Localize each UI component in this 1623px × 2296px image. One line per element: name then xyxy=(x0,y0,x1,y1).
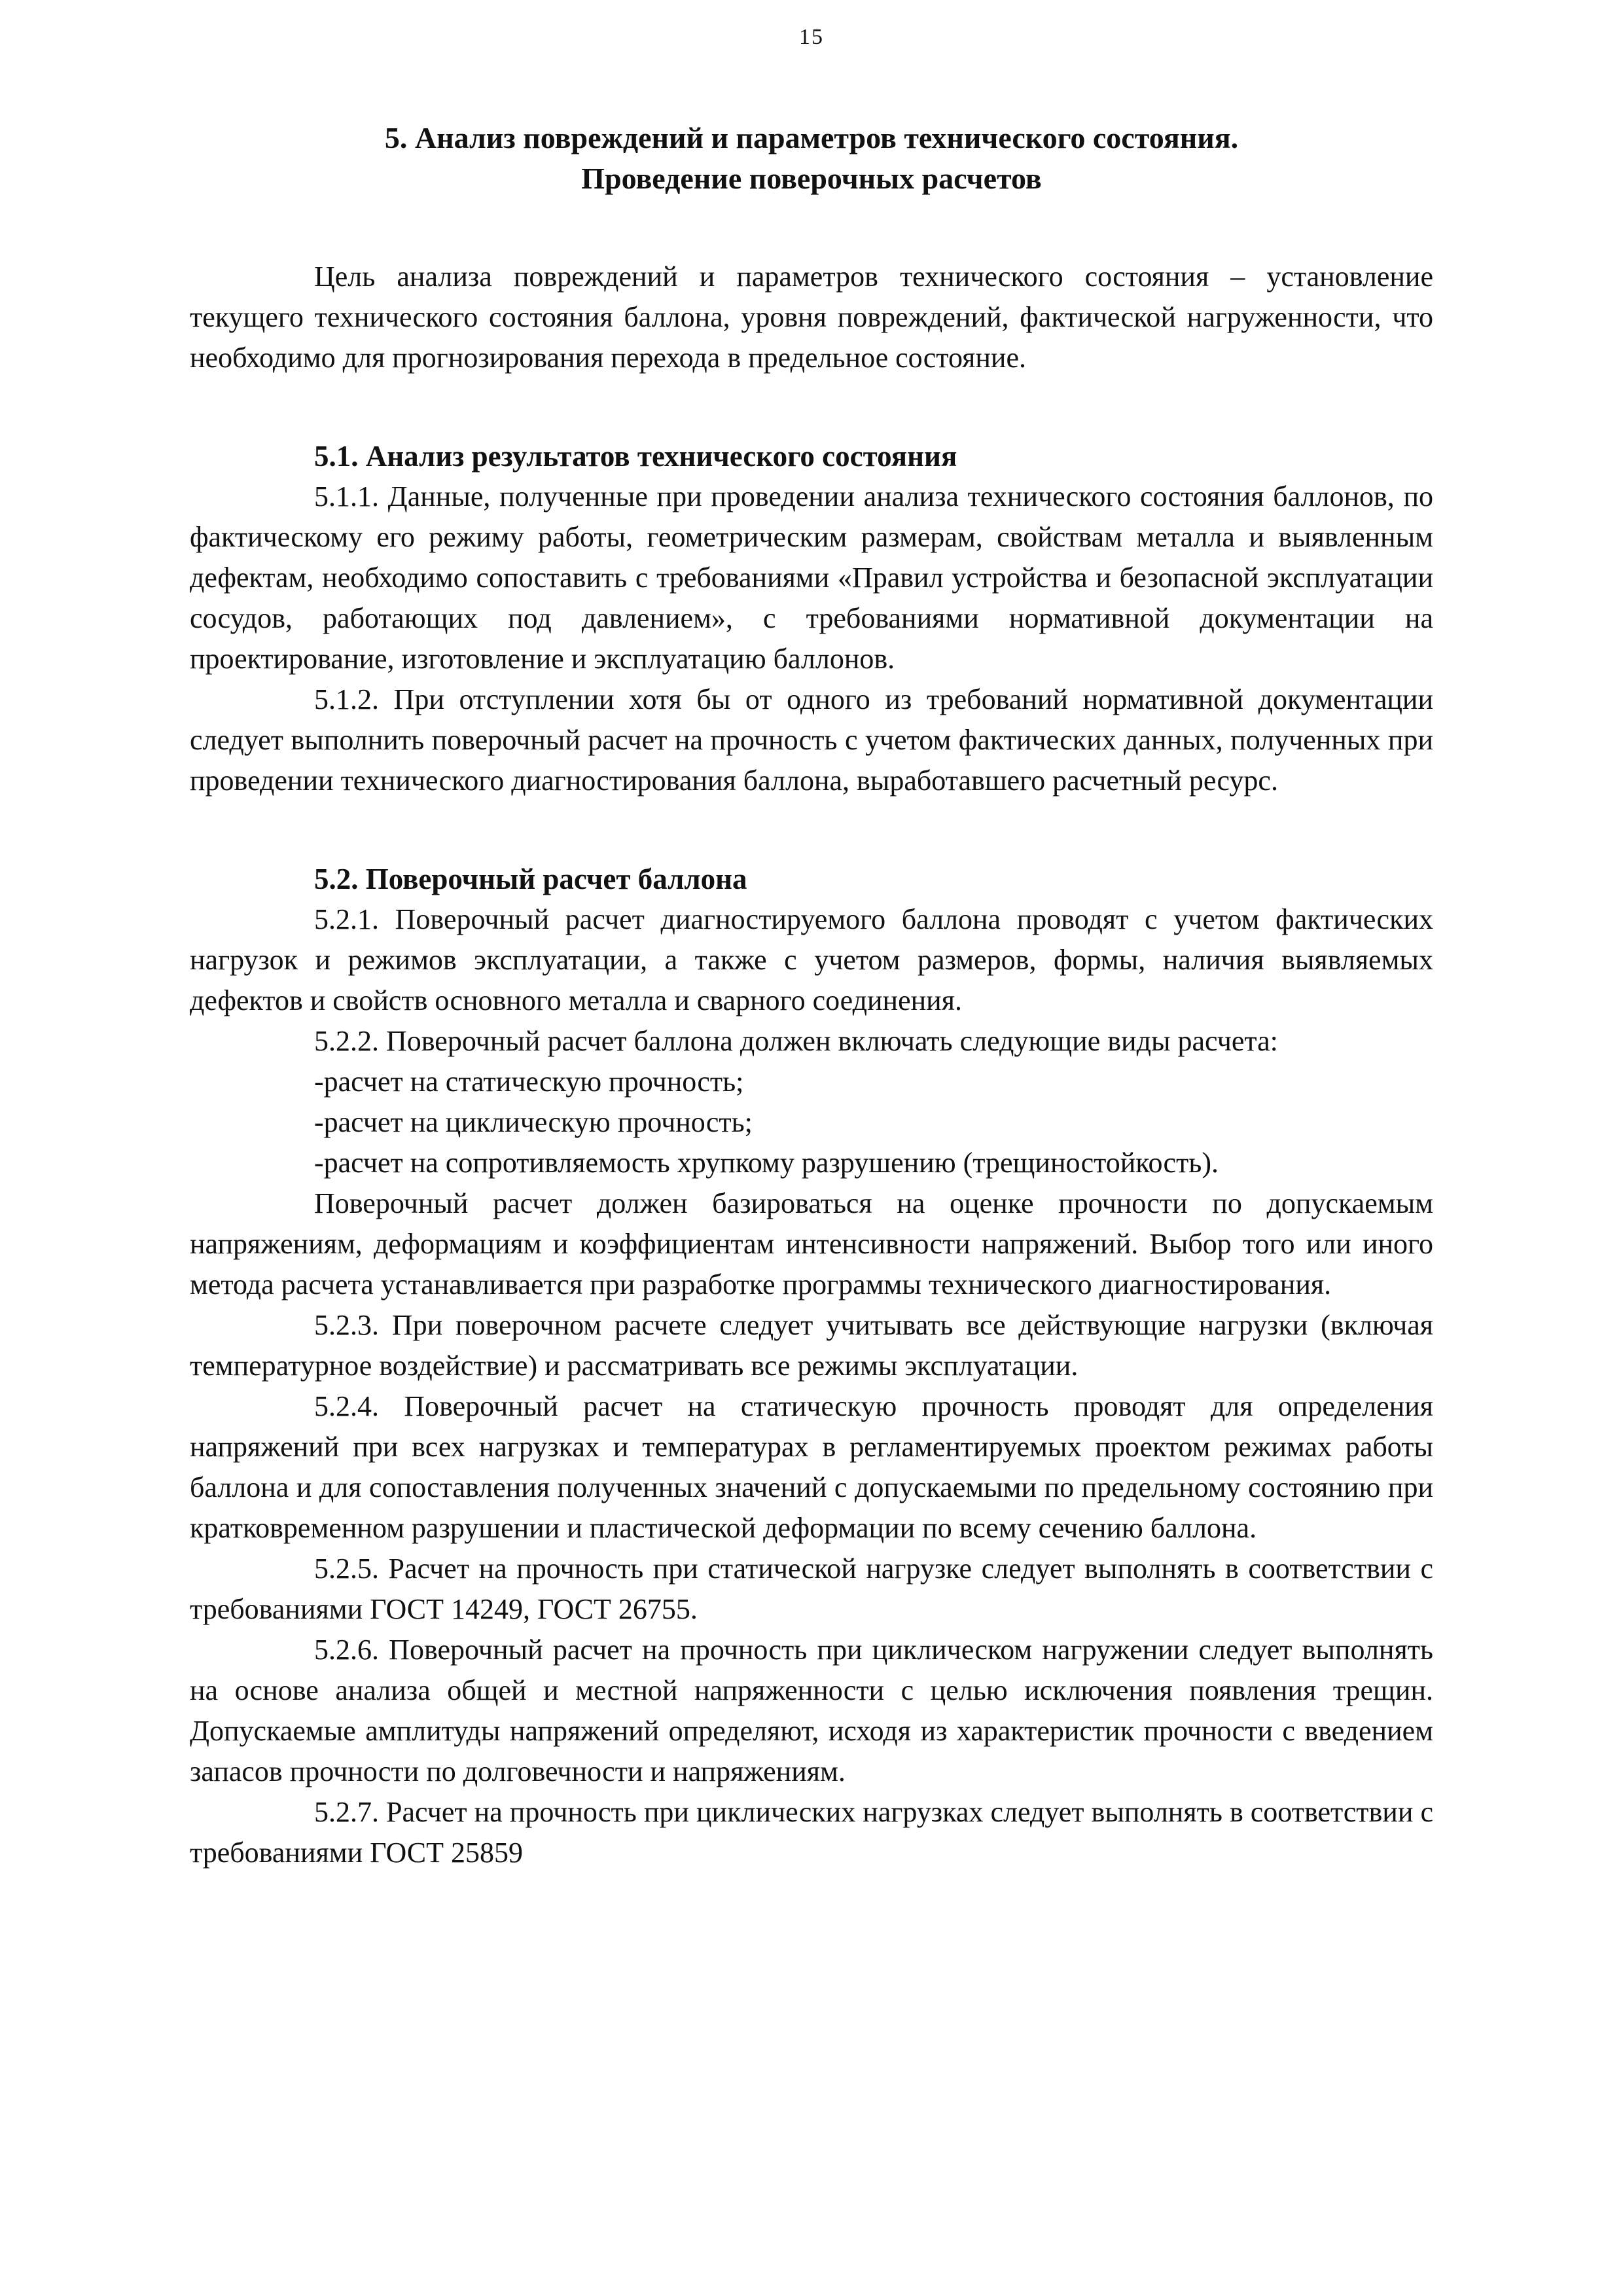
paragraph-5-2-6: 5.2.6. Поверочный расчет на прочность при циклическом нагружении следует выполнять на основе анализа общей и местной напряженности с целью исключения появления трещин. Допускаемые амплитуды напряжений определяют, исходя из характеристик прочности с введением запасов прочности по долговечности и напряжениям. xyxy=(190,1634,1433,1787)
subsection-5-1-title: 5.1. Анализ результатов технического состояния xyxy=(314,440,957,473)
paragraph-5-2-1: 5.2.1. Поверочный расчет диагностируемого баллона проводят с учетом фактических нагрузок и режимов эксплуатации, а также с учетом размеров, формы, наличия выявляемых дефектов и свойств основного металла и сварного соединения. xyxy=(190,903,1433,1016)
document-body xyxy=(190,118,1433,1873)
paragraph-5-1-2: 5.1.2. При отступлении хотя бы от одного из требований нормативной документации следует выполнить поверочный расчет на прочность с учетом фактических данных, полученных при проведении технического диагностирования баллона, выработавшего расчетный ресурс. xyxy=(190,683,1433,797)
page-number: 15 xyxy=(799,25,824,49)
section-heading-line-2: Проведение поверочных расчетов xyxy=(581,162,1042,195)
list-item-cyclic: -расчет на циклическую прочность; xyxy=(314,1106,753,1138)
paragraph-5-2-2: 5.2.2. Поверочный расчет баллона должен включать следующие виды расчета: xyxy=(314,1025,1278,1057)
paragraph-5-1-1: 5.1.1. Данные, полученные при проведении анализа технического состояния баллонов, по фактическому его режиму работы, геометрическим размерам, свойствам металла и выявленным дефектам, необходимо сопоставить с требованиями «Правил устройства и безопасной эксплуатации сосудов, работающих под давлением», с требованиями нормативной документации на проектирование, изготовление и эксплуатацию баллонов. xyxy=(190,480,1433,675)
list-item-brittle: -расчет на сопротивляемость хрупкому разрушению (трещиностойкость). xyxy=(314,1147,1219,1179)
intro-paragraph: Цель анализа повреждений и параметров технического состояния – установление текущего технического состояния баллона, уровня повреждений, фактической нагруженности, что необходимо для прогнозирования перехода в предельное состояние. xyxy=(190,260,1433,374)
paragraph-5-2-3: 5.2.3. При поверочном расчете следует учитывать все действующие нагрузки (включая температурное воздействие) и рассматривать все режимы эксплуатации. xyxy=(190,1309,1433,1382)
paragraph-basis: Поверочный расчет должен базироваться на оценке прочности по допускаемым напряжениям, деформациям и коэффициентам интенсивности напряжений. Выбор того или иного метода расчета устанавливается при разработке программы технического диагностирования. xyxy=(190,1187,1433,1300)
paragraph-5-2-4: 5.2.4. Поверочный расчет на статическую прочность проводят для определения напряжений при всех нагрузках и температурах в регламентируемых проектом режимах работы баллона и для сопоставления полученных значений с допускаемыми по предельному состоянию при кратковременном разрушении и пластической деформации по всему сечению баллона. xyxy=(190,1390,1433,1544)
paragraph-5-2-7: 5.2.7. Расчет на прочность при циклических нагрузках следует выполнять в соответствии с требованиями ГОСТ 25859 xyxy=(190,1796,1433,1869)
section-heading-line-1: 5. Анализ повреждений и параметров технического состояния. xyxy=(384,121,1239,154)
list-item-static: -расчет на статическую прочность; xyxy=(314,1066,744,1098)
paragraph-5-2-5: 5.2.5. Расчет на прочность при статической нагрузке следует выполнять в соответствии с требованиями ГОСТ 14249, ГОСТ 26755. xyxy=(190,1552,1433,1625)
subsection-5-2-title: 5.2. Поверочный расчет баллона xyxy=(314,863,747,895)
